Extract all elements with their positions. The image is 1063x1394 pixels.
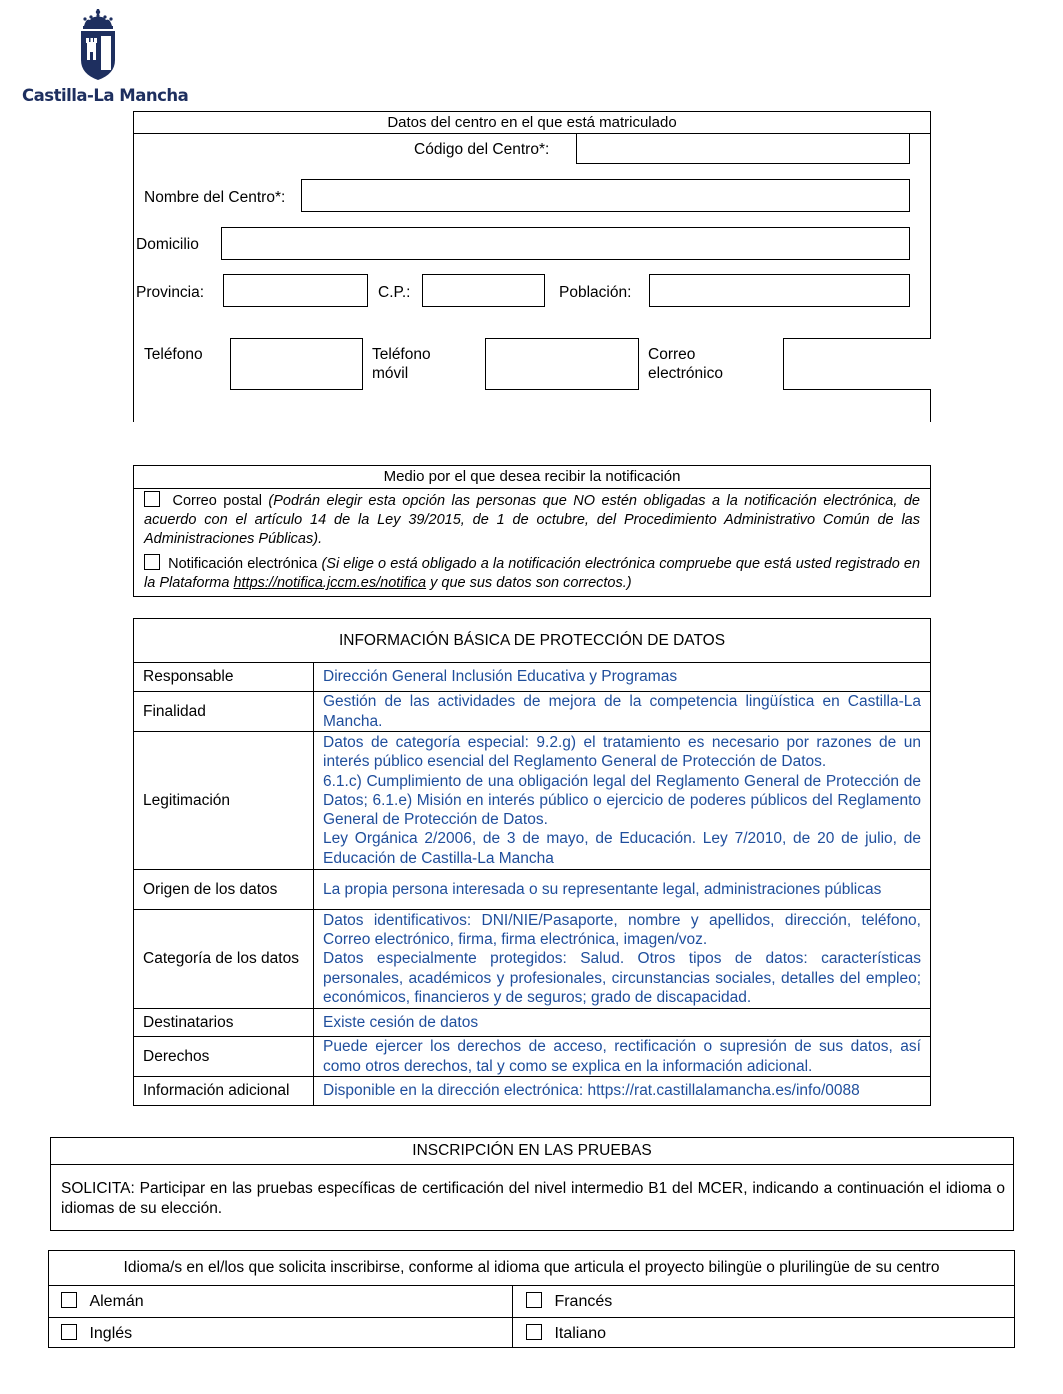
- telefono-field[interactable]: [230, 338, 363, 390]
- proteccion-table: [133, 618, 931, 1106]
- domicilio-field[interactable]: [221, 227, 910, 260]
- italiano-label: Italiano: [554, 1325, 607, 1342]
- notificacion-title: Medio por el que desea recibir la notificación: [134, 466, 930, 489]
- row-key: Responsable: [134, 663, 314, 692]
- codigo-field[interactable]: [576, 133, 910, 164]
- row-value: Existe cesión de datos: [314, 1009, 931, 1037]
- coat-of-arms-icon: [78, 8, 118, 82]
- electronica-checkbox[interactable]: [144, 554, 160, 570]
- ingles-label: Inglés: [89, 1325, 133, 1342]
- idiomas-section: [48, 1250, 1015, 1348]
- correo-label-line-2: electrónico: [648, 365, 723, 382]
- row-value-line: Datos identificativos: DNI/NIE/Pasaporte, nombre y apellidos, dirección, teléfono, Correo electrónico, firma, firma electrónica, imagen/voz.: [323, 911, 921, 949]
- row-value: [314, 732, 931, 870]
- movil-label-line-1: Teléfono: [372, 346, 431, 363]
- correo-label: [648, 345, 723, 383]
- electronica-note-1: (Si elige o está obligado a la notificación electrónica compruebe que está usted registrado en la Plataforma: [144, 556, 921, 591]
- row-value-line: Datos especialmente protegidos: Salud. Otros tipos de datos: características personales, académicos y profesionales, circunstancias sociales, detalles del empleo; económicos, financieros y de seguros; grado de discapacidad.: [323, 950, 921, 1006]
- row-key: Derechos: [134, 1037, 314, 1077]
- idiomas-row-divider: [49, 1317, 1014, 1318]
- table-row: [134, 870, 931, 910]
- ingles-checkbox[interactable]: [61, 1324, 77, 1340]
- aleman-checkbox[interactable]: [61, 1292, 77, 1308]
- lang-option-ingles[interactable]: [61, 1324, 132, 1343]
- codigo-label: Código del Centro*:: [414, 141, 550, 158]
- logo: [22, 8, 189, 108]
- proteccion-title: INFORMACIÓN BÁSICA DE PROTECCIÓN DE DATOS: [134, 619, 931, 663]
- inscripcion-section: [50, 1137, 1014, 1231]
- row-key: Origen de los datos: [134, 870, 314, 910]
- row-value: Puede ejercer los derechos de acceso, rectificación o supresión de sus datos, así como otros derechos, tal y como se explica en la información adicional.: [314, 1037, 931, 1077]
- movil-field[interactable]: [485, 338, 639, 390]
- centro-title: Datos del centro en el que está matriculado: [134, 112, 930, 134]
- nombre-label: Nombre del Centro*:: [144, 189, 286, 206]
- notifica-link[interactable]: https://notifica.jccm.es/notifica: [233, 575, 427, 591]
- postal-option: [144, 491, 920, 549]
- row-key: Categoría de los datos: [134, 910, 314, 1009]
- solicita-label: SOLICITA:: [61, 1180, 135, 1197]
- correo-field[interactable]: [783, 338, 931, 390]
- centro-section: [133, 111, 931, 422]
- inscripcion-title: INSCRIPCIÓN EN LAS PRUEBAS: [51, 1138, 1013, 1165]
- aleman-label: Alemán: [89, 1293, 144, 1310]
- telefono-label: Teléfono: [144, 346, 203, 363]
- frances-checkbox[interactable]: [526, 1292, 542, 1308]
- row-value-line: Datos de categoría especial: 9.2.g) el tratamiento es necesario por razones de un interés público esencial del Reglamento General de Protección de Datos.: [323, 733, 921, 771]
- table-row: [134, 910, 931, 1009]
- italiano-checkbox[interactable]: [526, 1324, 542, 1340]
- row-key: Información adicional: [134, 1077, 314, 1106]
- row-value: La propia persona interesada o su representante legal, administraciones públicas: [314, 870, 931, 910]
- row-key: Destinatarios: [134, 1009, 314, 1037]
- notificacion-section: [133, 465, 931, 597]
- row-value: Dirección General Inclusión Educativa y Programas: [314, 663, 931, 692]
- table-row: [134, 1077, 931, 1106]
- row-key: Finalidad: [134, 692, 314, 732]
- row-value-line: Ley Orgánica 2/2006, de 3 de mayo, de Educación. Ley 7/2010, de 20 de julio, de Educación de Castilla-La Mancha: [323, 830, 921, 867]
- row-value: Gestión de las actividades de mejora de la competencia lingüística en Castilla-La Mancha.: [314, 692, 931, 732]
- lang-option-italiano[interactable]: [526, 1324, 606, 1343]
- frances-label: Francés: [554, 1293, 613, 1310]
- row-value: Disponible en la dirección electrónica: https://rat.castillalamancha.es/info/0088: [314, 1077, 931, 1106]
- table-row: [134, 692, 931, 732]
- provincia-label: Provincia:: [136, 284, 205, 301]
- poblacion-field[interactable]: [649, 274, 910, 307]
- correo-label-line-1: Correo: [648, 346, 696, 363]
- movil-label-line-2: móvil: [372, 365, 409, 382]
- idiomas-title: Idioma/s en el/los que solicita inscribirse, conforme al idioma que articula el proyecto bilingüe o plurilingüe de su centro: [49, 1251, 1014, 1286]
- lang-option-frances[interactable]: [526, 1292, 612, 1311]
- table-row: [134, 1037, 931, 1077]
- row-value-line: 6.1.c) Cumplimiento de una obligación legal del Reglamento General de Protección de Datos; 6.1.e) Misión en interés público o ejercicio de poderes públicos del Reglamento General de Protección de Datos.: [323, 772, 921, 829]
- solicita-body: Participar en las pruebas específicas de certificación del nivel intermedio B1 del MCER, indicando a continuación el idioma o idiomas de su elección.: [61, 1180, 1005, 1217]
- row-key: Legitimación: [134, 732, 314, 870]
- cp-label: C.P.:: [378, 284, 411, 301]
- cp-field[interactable]: [422, 274, 545, 307]
- logo-text: Castilla-La Mancha: [22, 86, 189, 105]
- postal-checkbox[interactable]: [144, 491, 160, 507]
- lang-option-aleman[interactable]: [61, 1292, 144, 1311]
- nombre-field[interactable]: [301, 179, 910, 212]
- table-row: [134, 663, 931, 692]
- solicita-text: [61, 1179, 1005, 1218]
- postal-label: Correo postal: [172, 493, 262, 509]
- electronica-option: [144, 554, 920, 593]
- row-value: [314, 910, 931, 1009]
- electronica-label: Notificación electrónica: [168, 556, 318, 572]
- poblacion-label: Población:: [559, 284, 632, 301]
- postal-note: (Podrán elegir esta opción las personas que NO estén obligadas a la notificación electrónica, de acuerdo con el artículo 14 de la Ley 39/2015, de 1 de octubre, del Procedimiento Administrativo Común de las Administraciones Públicas).: [144, 493, 920, 547]
- domicilio-label: Domicilio: [136, 236, 199, 253]
- table-row: [134, 1009, 931, 1037]
- provincia-field[interactable]: [223, 274, 368, 307]
- movil-label: [372, 345, 431, 383]
- electronica-note-2: y que sus datos son correctos.): [430, 575, 632, 591]
- table-row: [134, 732, 931, 870]
- idiomas-col-divider: [512, 1286, 513, 1347]
